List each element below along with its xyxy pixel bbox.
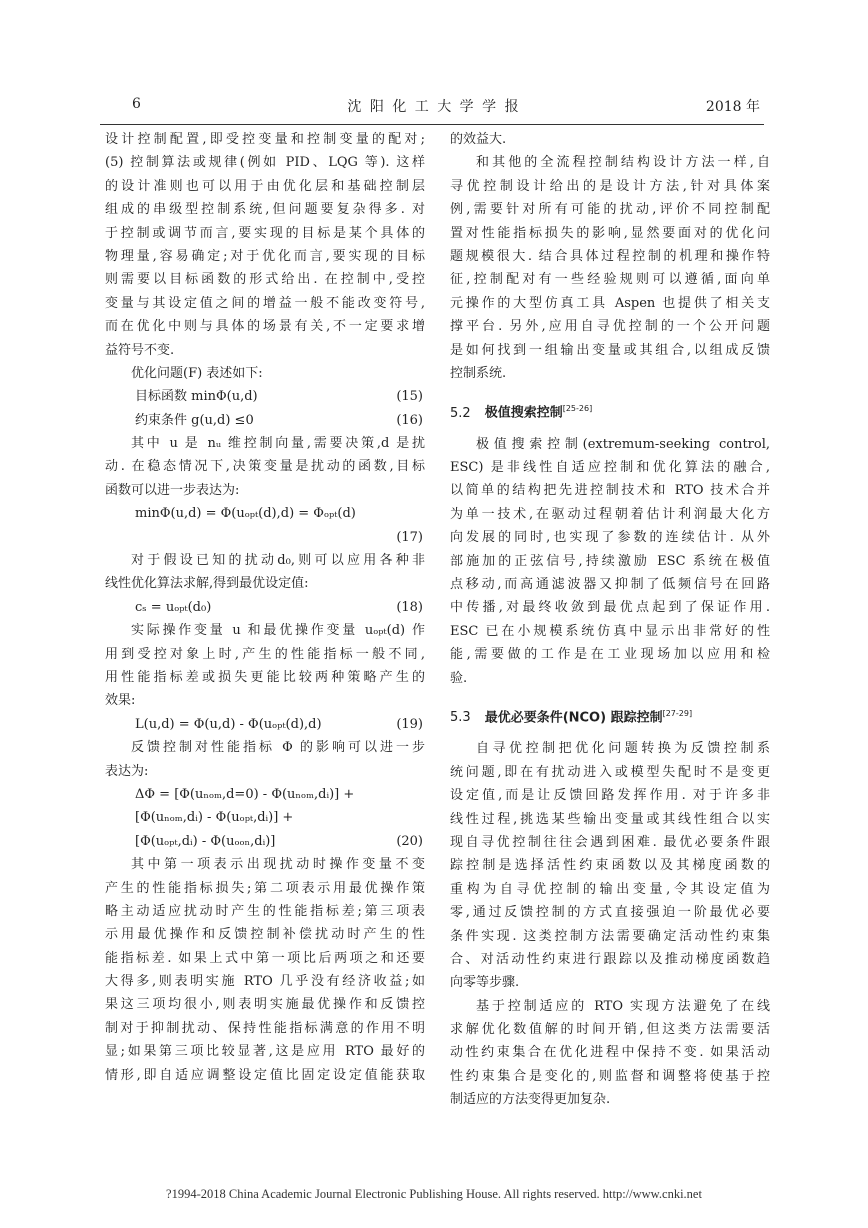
text-line: 以简单的结构把先进控制技术和 RTO 技术合并 [450, 483, 770, 499]
spacer [450, 385, 770, 397]
text-line: 条件实现. 这类控制方法需要确定活动性约束集 [450, 928, 770, 944]
text-line: 产生的性能指标损失;第二项表示用最优操作策 [105, 880, 425, 896]
section-title: 最优必要条件(NCO) 跟踪控制 [484, 710, 663, 726]
text-line: (5) 控制算法或规律(例如 PID、LQG 等). 这样 [105, 155, 425, 171]
right-column [450, 128, 770, 1112]
equation-line [105, 526, 425, 549]
equation-line [105, 409, 425, 432]
text-line: 其中第一项表示出现扰动时操作变量不变 [131, 857, 425, 873]
text-line: ESC 已在小规模系统仿真中显示出非常好的性 [450, 623, 770, 639]
equation-line [105, 596, 425, 619]
text-line: 益符号不变. [105, 342, 175, 358]
text-line: 动性约束集合在优化进程中保持不变. 如果活动 [450, 1045, 770, 1061]
text-line: 能指标差. 如果上式中第一项比后两项之和还要 [105, 950, 425, 966]
text-line: 中传播,对最终收敛到最优点起到了保证作用. [450, 600, 770, 616]
text-line: 性约束集合是变化的,则监督和调整将使基于控 [450, 1068, 770, 1084]
text-line: 向零等步骤. [450, 975, 520, 991]
text-line: 用性能指标差或损失更能比较两种策略产生的 [105, 669, 425, 685]
text-line: 制适应的方法变得更加复杂. [450, 1092, 611, 1108]
text-line: 反馈控制对性能指标 Φ 的影响可以进一步 [131, 740, 425, 756]
text-line: 而在优化中则与具体的场景有关,不一定要求增 [105, 319, 425, 335]
year-label: 2018 年 [705, 99, 760, 115]
equation-line: minΦ(u,d) = Φ(uₒₚₜ(d),d) = Φₒₚₜ(d) [135, 506, 356, 522]
equation-line [105, 830, 425, 853]
equation-line: [Φ(uₙₒₘ,dᵢ) - Φ(uₒₚₜ,dᵢ)] + [135, 810, 294, 826]
text-line: 极值搜索控制(extremum-seeking control, [476, 436, 770, 452]
text-line: 线性优化算法求解,得到最优设定值: [105, 576, 309, 592]
text-line: 零,通过反馈控制的方式直接强迫一阶最优必要 [450, 905, 770, 921]
equation-expression: [Φ(uₒₚₜ,dᵢ) - Φ(uₒₒₙ,dᵢ)] [135, 833, 276, 849]
text-line: 的设计准则也可以用于由优化层和基础控制层 [105, 178, 425, 194]
equation-number: (20) [396, 833, 423, 849]
text-line: 设计控制配置,即受控变量和控制变量的配对; [105, 132, 425, 147]
equation-expression: 目标函数 minΦ(u,d) [135, 389, 258, 405]
text-line: 则需要以目标函数的形式给出. 在控制中,受控 [105, 272, 425, 288]
text-line: 能,需要做的工作是在工业现场加以应用和检 [450, 647, 770, 663]
text-line: 示用最优操作和反馈控制补偿扰动时产生的性 [105, 927, 425, 943]
text-line: 物理量,容易确定;对于优化而言,要实现的目标 [105, 248, 425, 264]
text-line: 统问题,即在有扰动进入或模型失配时不是变更 [450, 764, 770, 780]
section-heading [450, 397, 770, 420]
page-number: 6 [132, 96, 141, 112]
text-line: 合、对活动性约束进行跟踪以及推动梯度函数趋 [450, 951, 770, 967]
text-line: 变量与其设定值之间的增益一般不能改变符号, [105, 295, 425, 311]
text-line: 寻优控制设计给出的是设计方法,针对具体案 [450, 178, 770, 194]
text-line: 对于假设已知的扰动d₀,则可以应用各种非 [131, 553, 425, 569]
left-column [105, 128, 425, 1087]
text-line: 效果: [105, 693, 136, 709]
text-line: 和其他的全流程控制结构设计方法一样,自 [476, 155, 770, 171]
text-line: 验. [450, 670, 468, 686]
text-line: 基于控制适应的 RTO 实现方法避免了在线 [476, 998, 770, 1014]
text-line: 设定值,而是让反馈回路发挥作用. 对于许多非 [450, 788, 770, 804]
text-line: 题规模很大. 结合具体过程控制的机理和操作特 [450, 248, 770, 264]
equation-line [105, 713, 425, 736]
spacer [450, 421, 770, 433]
text-line: 情形,即自适应调整设定值比固定设定值能获取 [105, 1067, 425, 1083]
section-heading [450, 702, 770, 725]
text-line: 其中 u 是 nᵤ 维控制向量,需要决策,d 是扰 [131, 436, 425, 452]
copyright-footer: ?1994-2018 China Academic Journal Electronic Publishing House. All rights reserved. http://www.cnki.net [166, 1187, 702, 1201]
text-line: 组成的串级型控制系统,但问题要复杂得多. 对 [105, 202, 425, 218]
text-line: 果这三项均很小,则表明实施最优操作和反馈控 [105, 997, 425, 1013]
equation-expression: L(u,d) = Φ(u,d) - Φ(uₒₚₜ(d),d) [135, 716, 322, 732]
text-line: 函数可以进一步表达为: [105, 482, 240, 498]
citation-ref: [27-29] [662, 708, 693, 718]
text-line: 于控制或调节而言,要实现的目标是某个具体的 [105, 225, 425, 241]
equation-number: (19) [396, 716, 423, 732]
header-rule [100, 124, 764, 125]
text-line: 现自寻优控制往往会遇到困难. 最优必要条件跟 [450, 834, 770, 850]
text-line: 重构为自寻优控制的输出变量,令其设定值为 [450, 881, 770, 897]
text-line: 制对于抑制扰动、保持性能指标满意的作用不明 [105, 1020, 425, 1036]
text-line: 表达为: [105, 763, 149, 779]
text-line: 优化问题(F) 表述如下: [131, 365, 263, 381]
text-line: 为单一技术,在驱动过程朝着估计利润最大化方 [450, 506, 770, 522]
text-line: 实际操作变量 u 和最优操作变量 uₒₚₜ(d) 作 [131, 623, 425, 639]
equation-number: (17) [396, 529, 423, 545]
equation-line [105, 385, 425, 408]
equation-expression: cₛ = uₒₚₜ(d₀) [135, 599, 212, 615]
equation-number: (15) [396, 389, 423, 405]
equation-number: (16) [396, 412, 423, 428]
equation-line: ΔΦ = [Φ(uₙₒₘ,d=0) - Φ(uₙₒₘ,dᵢ)] + [135, 786, 355, 802]
text-line: 用到受控对象上时,产生的性能指标一般不同, [105, 646, 425, 662]
section-number: 5.3 [450, 710, 471, 726]
text-line: 向发展的同时,也实现了参数的连续估计. 从外 [450, 530, 770, 546]
citation-ref: [25-26] [562, 404, 593, 414]
section-number: 5.2 [450, 405, 471, 421]
equation-number: (18) [396, 599, 423, 615]
section-title: 极值搜索控制 [484, 405, 563, 421]
text-line: 显;如果第三项比较显著,这是应用 RTO 最好的 [105, 1044, 425, 1060]
text-line: 例,需要针对所有可能的扰动,评价不同控制配 [450, 202, 770, 218]
text-line: 控制系统. [450, 365, 507, 381]
text-line: 求解优化数值解的时间开销,但这类方法需要活 [450, 1022, 770, 1038]
journal-title: 沈 阳 化 工 大 学 学 报 [347, 99, 521, 115]
spacer [450, 725, 770, 737]
text-line: 征,控制配对有一些经验规则可以遵循,面向单 [450, 272, 770, 288]
equation-expression: 约束条件 g(u,d) ≤0 [135, 412, 254, 428]
text-line: 部施加的正弦信号,持续激励 ESC 系统在极值 [450, 553, 770, 569]
text-line: 置对性能指标损失的影响,显然要面对的优化问 [450, 225, 770, 241]
text-line: ESC) 是非线性自适应控制和优化算法的融合, [450, 460, 770, 476]
text-line: 踪控制是选择活性约束函数以及其梯度函数的 [450, 858, 770, 874]
text-line: 动. 在稳态情况下,决策变量是扰动的函数,目标 [105, 459, 425, 475]
text-line: 撑平台. 另外,应用自寻优控制的一个公开问题 [450, 319, 770, 335]
text-line: 大得多,则表明实施 RTO 几乎没有经济收益;如 [105, 974, 425, 990]
text-line: 的效益大. [450, 132, 507, 147]
equation-expression [105, 526, 135, 549]
text-line: 线性过程,挑选某些输出变量或其线性组合以实 [450, 811, 770, 827]
text-line: 元操作的大型仿真工具 Aspen 也提供了相关支 [450, 295, 770, 311]
spacer [450, 690, 770, 702]
text-line: 略主动适应扰动时产生的性能指标差;第三项表 [105, 903, 425, 919]
text-line: 自寻优控制把优化问题转换为反馈控制系 [476, 741, 770, 757]
text-line: 是如何找到一组输出变量或其组合,以组成反馈 [450, 342, 770, 358]
text-line: 点移动,而高通滤波器又抑制了低频信号在回路 [450, 577, 770, 593]
